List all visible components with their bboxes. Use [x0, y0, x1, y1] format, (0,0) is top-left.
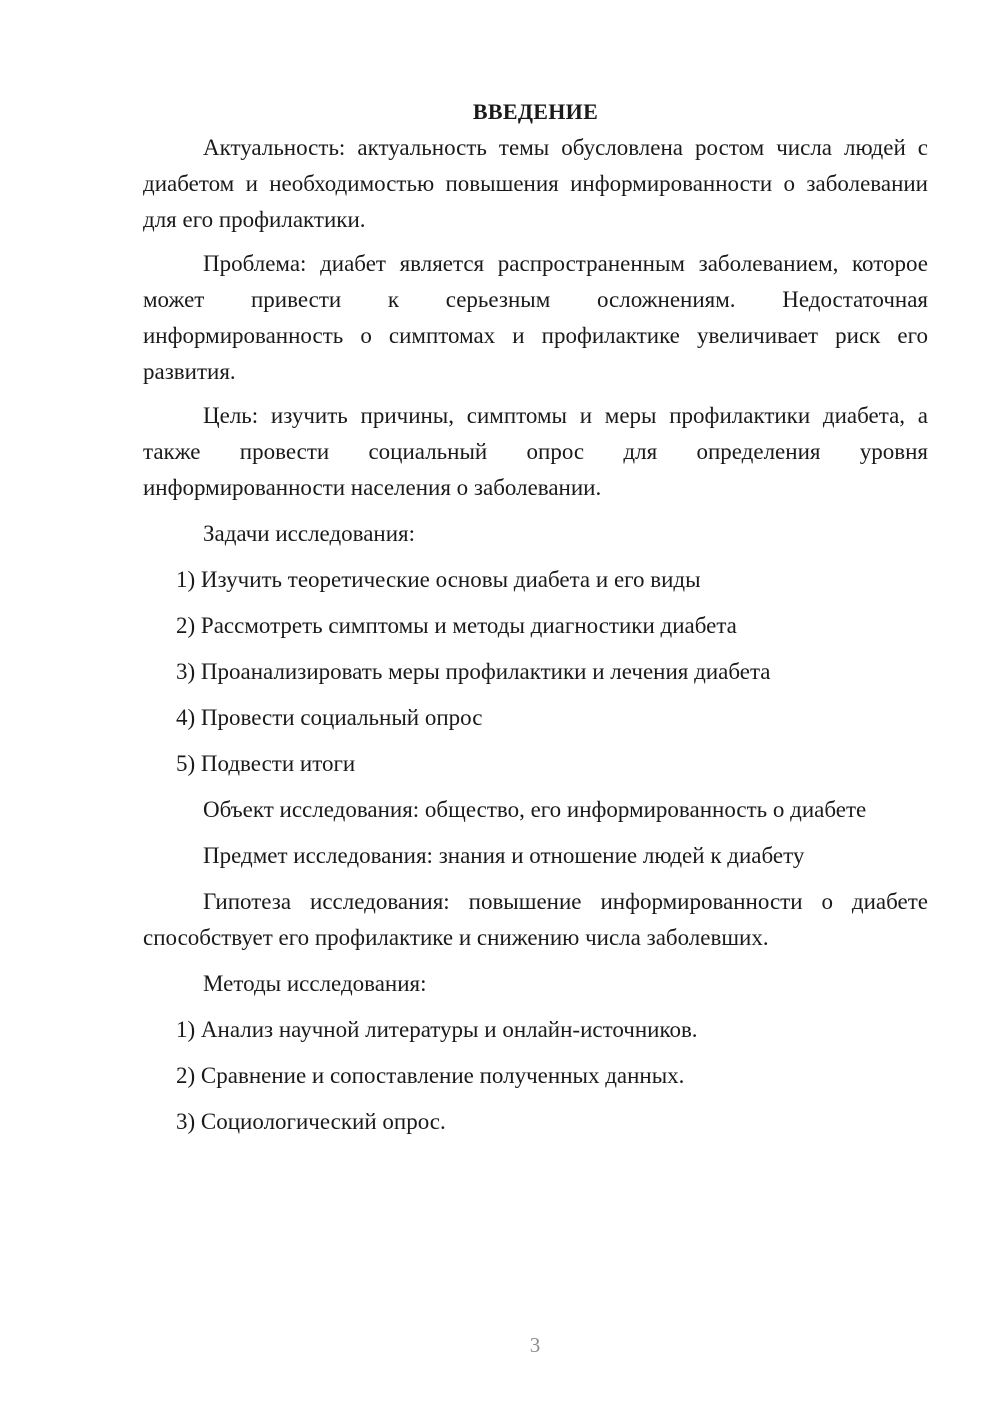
- list-item: 2) Сравнение и сопоставление полученных данных.: [176, 1063, 685, 1088]
- list-item: 1) Изучить теоретические основы диабета и его виды: [176, 567, 701, 592]
- methods-heading: Методы исследования:: [203, 971, 427, 996]
- list-item: 3) Социологический опрос.: [176, 1109, 446, 1134]
- list-item: 1) Анализ научной литературы и онлайн-источников.: [176, 1017, 698, 1042]
- subject-paragraph: Предмет исследования: знания и отношение людей к диабету: [203, 843, 805, 868]
- list-item: 5) Подвести итоги: [176, 751, 356, 776]
- list-item: 4) Провести социальный опрос: [176, 705, 483, 730]
- section-title: ВВЕДЕНИЕ: [472, 99, 599, 124]
- hypothesis-paragraph: Гипотеза исследования: повышение информированности о диабете способствует его профилактике и снижению числа заболевших.: [143, 889, 928, 950]
- tasks-list: [143, 562, 928, 782]
- methods-list: [143, 1012, 928, 1140]
- object-paragraph: Объект исследования: общество, его информированность о диабете: [203, 797, 867, 822]
- page-content: [143, 94, 928, 1140]
- list-item: 3) Проанализировать меры профилактики и лечения диабета: [176, 659, 771, 684]
- relevance-paragraph: Актуальность: актуальность темы обусловлена ростом числа людей с диабетом и необходимостью повышения информированности о заболевании для его профилактики.: [143, 135, 928, 232]
- list-item: 2) Рассмотреть симптомы и методы диагностики диабета: [176, 613, 737, 638]
- page-number: 3: [529, 1333, 541, 1357]
- goal-paragraph: Цель: изучить причины, симптомы и меры профилактики диабета, а также провести социальный опрос для определения уровня информированности населения о заболевании.: [143, 403, 928, 500]
- tasks-heading: Задачи исследования:: [203, 521, 416, 546]
- problem-paragraph: Проблема: диабет является распространенным заболеванием, которое может привести к серьезным осложнениям. Недостаточная информированность о симптомах и профилактике увеличивает риск его развития.: [143, 251, 928, 384]
